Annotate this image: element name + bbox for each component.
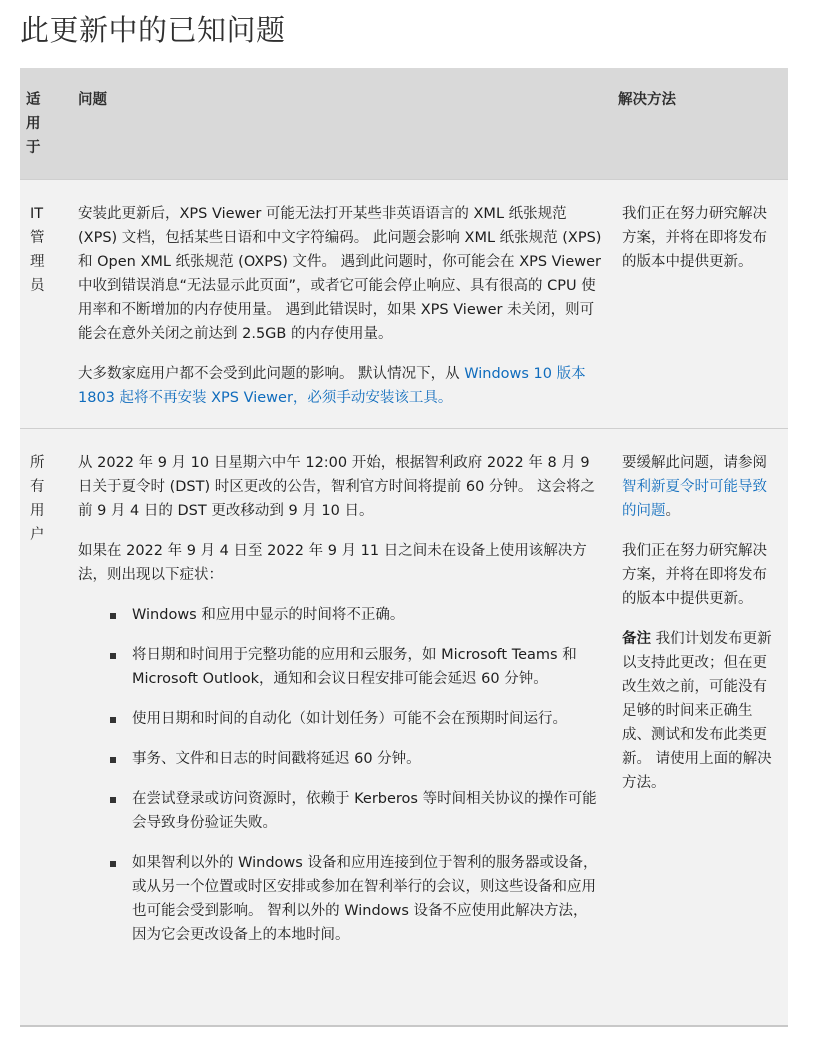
xps-viewer-install-link[interactable]: Windows 10 版本 1803 起将不再安装 XPS Viewer，必须手动安装该工具。 bbox=[78, 365, 586, 406]
applies-to-text: 所有用户 bbox=[30, 454, 45, 543]
applies-to-cell bbox=[20, 428, 78, 1026]
symptoms-list bbox=[78, 603, 602, 947]
issue-note: 大多数家庭用户都不会受到此问题的影响。 默认情况下，从 Windows 10 版本 1803 起将不再安装 XPS Viewer，必须手动安装该工具。 bbox=[78, 365, 586, 406]
page-title: 此更新中的已知问题 bbox=[20, 13, 286, 47]
table-row bbox=[20, 179, 788, 428]
table-row bbox=[20, 428, 788, 1026]
workaround-cell bbox=[618, 179, 788, 428]
list-item: 如果智利以外的 Windows 设备和应用连接到位于智利的服务器或设备，或从另一个位置或时区安排或参加在智利举行的会议，则这些设备和应用也可能会受到影响。 智利以外的 Windows 设备不应使用此解决方法，因为它会更改设备上的本地时间。 bbox=[132, 851, 602, 947]
list-item: 将日期和时间用于完整功能的应用和云服务，如 Microsoft Teams 和 Microsoft Outlook，通知和会议日程安排可能会延迟 60 分钟。 bbox=[132, 643, 602, 691]
issue-cell bbox=[78, 179, 618, 428]
issue-description: 从 2022 年 9 月 10 日星期六中午 12:00 开始，根据智利政府 2022 年 8 月 9 日关于夏令时 (DST) 时区更改的公告，智利官方时间将提前 60 分钟。 这会将之前 9 月 4 日的 DST 更改移动到 9 月 10 日。 bbox=[78, 454, 596, 519]
workaround-note: 备注 我们计划发布更新以支持此更改；但在更改生效之前，可能没有足够的时间来正确生成、测试和发布此类更新。 请使用上面的解决方法。 bbox=[622, 630, 772, 791]
workaround-text: 我们正在努力研究解决方案，并将在即将发布的版本中提供更新。 bbox=[622, 542, 767, 607]
list-item: Windows 和应用中显示的时间将不正确。 bbox=[132, 603, 602, 627]
workaround-mitigation: 要缓解此问题，请参阅智利新夏令时可能导致的问题。 bbox=[622, 454, 767, 519]
applies-to-cell bbox=[20, 179, 78, 428]
workaround-text: 我们正在努力研究解决方案，并将在即将发布的版本中提供更新。 bbox=[622, 205, 767, 270]
chile-dst-issues-link[interactable]: 智利新夏令时可能导致的问题 bbox=[622, 478, 767, 519]
known-issues-table bbox=[20, 68, 788, 1027]
list-item: 使用日期和时间的自动化（如计划任务）可能不会在预期时间运行。 bbox=[132, 707, 602, 731]
issue-symptoms-intro: 如果在 2022 年 9 月 4 日至 2022 年 9 月 11 日之间未在设备上使用该解决方法，则出现以下症状： bbox=[78, 542, 587, 583]
header-issue: 问题 bbox=[78, 92, 107, 108]
header-applies-to: 适用于 bbox=[26, 92, 41, 156]
workaround-cell bbox=[618, 428, 788, 1026]
table-header-row bbox=[20, 68, 788, 179]
header-workaround: 解决方法 bbox=[618, 92, 676, 108]
applies-to-text: IT管理员 bbox=[30, 205, 45, 294]
issue-description: 安装此更新后，XPS Viewer 可能无法打开某些非英语语言的 XML 纸张规范 (XPS) 文档，包括某些日语和中文字符编码。 此问题会影响 XML 纸张规范 (XPS) 和 Open XML 纸张规范 (OXPS) 文件。 遇到此问题时，你可能会在 XPS Viewer 中收到错误消息“无法显示此页面”，或者它可能会停止响应、具有很高的 CPU 使用率和不断增加的内存使用量。 遇到此错误时，如果 XPS Viewer 未关闭，则可能会在意外关闭之前达到 2.5GB 的内存使用量。 bbox=[78, 205, 602, 342]
issue-cell bbox=[78, 428, 618, 1026]
list-item: 在尝试登录或访问资源时，依赖于 Kerberos 等时间相关协议的操作可能会导致身份验证失败。 bbox=[132, 787, 602, 835]
note-label: 备注 bbox=[622, 630, 651, 647]
list-item: 事务、文件和日志的时间戳将延迟 60 分钟。 bbox=[132, 747, 602, 771]
